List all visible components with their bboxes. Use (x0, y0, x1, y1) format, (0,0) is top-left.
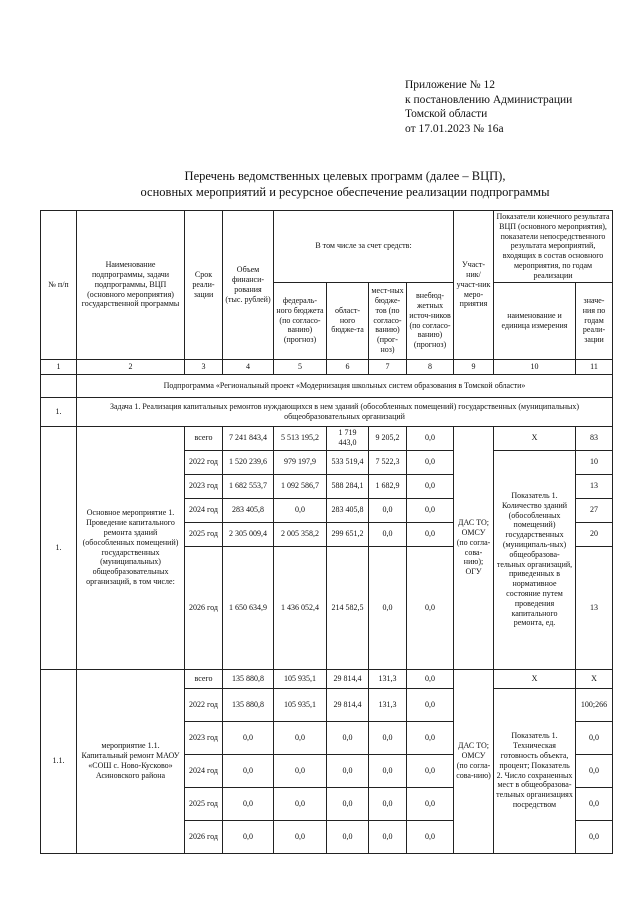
measure-num: 1.1. (41, 669, 77, 853)
measure-name: Основное мероприятие 1. Проведение капитального ремонта зданий (обособленных помещений) государственных (муниципальных) общеобразовательных организаций, в том числе: (77, 426, 185, 669)
value-cell: 13 (576, 546, 613, 669)
col-number: 6 (327, 359, 369, 374)
value-cell: 0,0 (576, 721, 613, 754)
extra-cell: 0,0 (407, 498, 454, 522)
volume-cell: 2 305 009,4 (223, 522, 274, 546)
col-number: 5 (274, 359, 327, 374)
term-cell: 2023 год (185, 474, 223, 498)
header-indicators-group: Показатели конечного результата ВЦП (основного мероприятия), показатели непосредственного результата мероприятий, входящих в состав основного мероприятия, по годам реализации (494, 211, 613, 283)
indicator-name-cell: Показатель 1. Техническая готовность объекта, процент; Показатель 2. Число сохраненных мест в общеобразова-тельных организациях посредством (494, 688, 576, 853)
local-cell: 0,0 (369, 522, 407, 546)
federal-cell: 5 513 195,2 (274, 426, 327, 450)
value-cell: 10 (576, 450, 613, 474)
extra-cell: 0,0 (407, 426, 454, 450)
col-number: 2 (77, 359, 185, 374)
extra-cell: 0,0 (407, 522, 454, 546)
volume-cell: 0,0 (223, 721, 274, 754)
federal-cell: 1 436 052,4 (274, 546, 327, 669)
extra-cell: 0,0 (407, 820, 454, 853)
header-name: Наименование подпрограммы, задачи подпрограммы, ВЦП (основного мероприятия) государственной программы (77, 211, 185, 360)
header-regional: област-ного бюдже-та (327, 282, 369, 359)
col-number: 4 (223, 359, 274, 374)
header-extra: внебюд-жетных источ-ников (по согласо-ванию) (прогноз) (407, 282, 454, 359)
federal-cell: 979 197,9 (274, 450, 327, 474)
local-cell: 0,0 (369, 546, 407, 669)
federal-cell: 0,0 (274, 721, 327, 754)
col-number: 9 (454, 359, 494, 374)
local-cell: 0,0 (369, 754, 407, 787)
local-cell: 131,3 (369, 669, 407, 688)
regional-cell: 588 284,1 (327, 474, 369, 498)
term-cell: 2026 год (185, 820, 223, 853)
volume-cell: 1 520 239,6 (223, 450, 274, 474)
header-federal: федераль-ного бюджета (по согласо-ванию) (прогноз) (274, 282, 327, 359)
term-cell: 2023 год (185, 721, 223, 754)
col-number: 11 (576, 359, 613, 374)
appendix-line: Томской области (405, 108, 488, 120)
regional-cell: 283 405,8 (327, 498, 369, 522)
value-cell: 27 (576, 498, 613, 522)
federal-cell: 0,0 (274, 498, 327, 522)
value-cell: 0,0 (576, 787, 613, 820)
term-cell: 2024 год (185, 754, 223, 787)
header-num: № п/п (41, 211, 77, 360)
value-cell: Х (576, 669, 613, 688)
title-line-2: основных мероприятий и ресурсное обеспечение реализации подпрограммы (140, 185, 550, 199)
term-cell: всего (185, 669, 223, 688)
col-number: 7 (369, 359, 407, 374)
col-number: 8 (407, 359, 454, 374)
appendix-line: Приложение № 12 (405, 79, 495, 91)
federal-cell: 0,0 (274, 820, 327, 853)
federal-cell: 1 092 586,7 (274, 474, 327, 498)
term-cell: 2024 год (185, 498, 223, 522)
regional-cell: 0,0 (327, 721, 369, 754)
task-num: 1. (41, 397, 77, 426)
local-cell: 131,3 (369, 688, 407, 721)
term-cell: 2025 год (185, 787, 223, 820)
extra-cell: 0,0 (407, 546, 454, 669)
header-term: Срок реали-зации (185, 211, 223, 360)
extra-cell: 0,0 (407, 450, 454, 474)
local-cell: 1 682,9 (369, 474, 407, 498)
federal-cell: 105 935,1 (274, 669, 327, 688)
local-cell: 7 522,3 (369, 450, 407, 474)
term-cell: 2025 год (185, 522, 223, 546)
measure-name: мероприятие 1.1. Капитальный ремонт МАОУ «СОШ с. Ново-Кусково» Асиновского района (77, 669, 185, 853)
volume-cell: 0,0 (223, 820, 274, 853)
regional-cell: 533 519,4 (327, 450, 369, 474)
extra-cell: 0,0 (407, 787, 454, 820)
header-indicator-name: наименование и единица измерения (494, 282, 576, 359)
measure-num: 1. (41, 426, 77, 669)
value-cell: 13 (576, 474, 613, 498)
local-cell: 0,0 (369, 820, 407, 853)
indicator-x-cell: Х (494, 426, 576, 450)
value-cell: 0,0 (576, 754, 613, 787)
term-cell: всего (185, 426, 223, 450)
federal-cell: 105 935,1 (274, 688, 327, 721)
regional-cell: 214 582,5 (327, 546, 369, 669)
volume-cell: 135 880,8 (223, 688, 274, 721)
local-cell: 0,0 (369, 498, 407, 522)
volume-cell: 0,0 (223, 787, 274, 820)
extra-cell: 0,0 (407, 721, 454, 754)
term-cell: 2022 год (185, 688, 223, 721)
indicator-x-cell: Х (494, 669, 576, 688)
regional-cell: 0,0 (327, 787, 369, 820)
volume-cell: 1 682 553,7 (223, 474, 274, 498)
term-cell: 2022 год (185, 450, 223, 474)
title-line-1: Перечень ведомственных целевых программ (далее – ВЦП), (184, 169, 506, 183)
header-participant: Участ-ник/участ-ник меро-приятия (454, 211, 494, 360)
regional-cell: 29 814,4 (327, 688, 369, 721)
appendix-line: от 17.01.2023 № 16а (405, 122, 504, 135)
participant-cell: ДАС ТО; ОМСУ (по согла-сова-нию) (454, 669, 494, 853)
header-indicator-value: значе-ния по годам реали-зации (576, 282, 613, 359)
value-cell: 100;266 (576, 688, 613, 721)
header-volume: Объем финанси-рования (тыс. рублей) (223, 211, 274, 360)
federal-cell: 0,0 (274, 754, 327, 787)
regional-cell: 0,0 (327, 754, 369, 787)
volume-cell: 7 241 843,4 (223, 426, 274, 450)
appendix-line: к постановлению Администрации (405, 93, 573, 106)
value-cell: 0,0 (576, 820, 613, 853)
extra-cell: 0,0 (407, 754, 454, 787)
regional-cell: 1 719 443,0 (327, 426, 369, 450)
participant-cell: ДАС ТО; ОМСУ (по согла-сова-нию); ОГУ (454, 426, 494, 669)
header-local: мест-ных бюдже-тов (по согласо-ванию) (прог-ноз) (369, 282, 407, 359)
indicator-name-cell: Показатель 1. Количество зданий (обособленных помещений) государственных (муниципаль-ных) общеобразова-тельных организаций, приведенных в нормативное состояние путем проведения капитального ремонта, ед. (494, 450, 576, 669)
value-cell: 83 (576, 426, 613, 450)
task-text: Задача 1. Реализация капитальных ремонтов нуждающихся в нем зданий (обособленных помещений) государственных (муниципальных) общеобразовательных организаций (77, 397, 613, 426)
term-cell: 2026 год (185, 546, 223, 669)
volume-cell: 283 405,8 (223, 498, 274, 522)
header-sources-group: В том числе за счет средств: (274, 211, 454, 283)
regional-cell: 29 814,4 (327, 669, 369, 688)
extra-cell: 0,0 (407, 688, 454, 721)
extra-cell: 0,0 (407, 669, 454, 688)
regional-cell: 299 651,2 (327, 522, 369, 546)
col-number: 10 (494, 359, 576, 374)
local-cell: 9 205,2 (369, 426, 407, 450)
subprogram-title: Подпрограмма «Региональный проект «Модернизация школьных систем образования в Томской области» (77, 374, 613, 397)
regional-cell: 0,0 (327, 820, 369, 853)
volume-cell: 135 880,8 (223, 669, 274, 688)
local-cell: 0,0 (369, 787, 407, 820)
col-number: 3 (185, 359, 223, 374)
federal-cell: 2 005 358,2 (274, 522, 327, 546)
volume-cell: 0,0 (223, 754, 274, 787)
local-cell: 0,0 (369, 721, 407, 754)
extra-cell: 0,0 (407, 474, 454, 498)
value-cell: 20 (576, 522, 613, 546)
programs-table (40, 210, 613, 854)
volume-cell: 1 650 634,9 (223, 546, 274, 669)
appendix-block (405, 78, 630, 136)
col-number: 1 (41, 359, 77, 374)
federal-cell: 0,0 (274, 787, 327, 820)
document-title (60, 168, 630, 200)
